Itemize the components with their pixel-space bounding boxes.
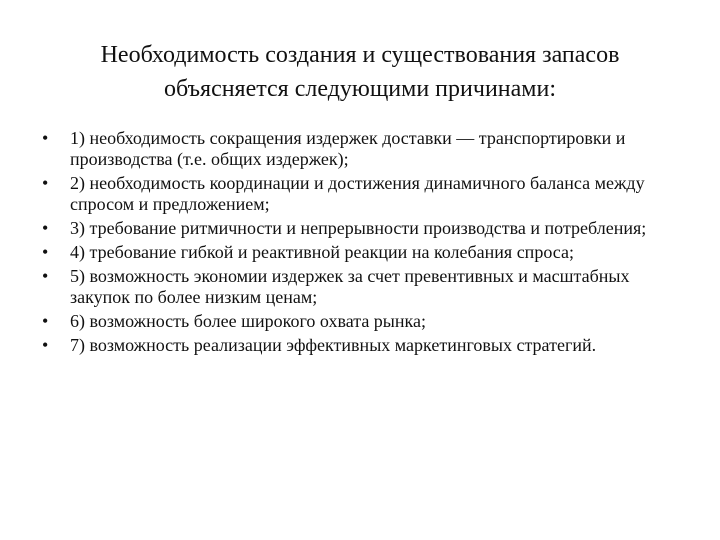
- bullet-icon: •: [42, 335, 49, 355]
- list-item-text: 1) необходимость сокращения издержек доставки — транспортировки и производства (т.е. общих издержек);: [70, 128, 626, 169]
- list-item-text: 5) возможность экономии издержек за счет превентивных и масштабных закупок по более низким ценам;: [70, 266, 630, 307]
- list-item: [42, 242, 682, 263]
- list-item-text: 4) требование гибкой и реактивной реакции на колебания спроса;: [70, 242, 574, 262]
- list-item: [42, 128, 682, 170]
- bullet-icon: •: [42, 218, 49, 238]
- bullet-icon: •: [42, 173, 49, 193]
- bullet-icon: •: [42, 242, 49, 262]
- title-line-2: объясняется следующими причинами:: [164, 76, 556, 102]
- bullet-icon: •: [42, 128, 49, 148]
- list-item: [42, 266, 682, 308]
- list-item: [42, 218, 682, 239]
- title-line-1: Необходимость создания и существования запасов: [100, 42, 620, 68]
- list-item: [42, 335, 682, 356]
- list-item-text: 7) возможность реализации эффективных маркетинговых стратегий.: [70, 335, 597, 355]
- slide-title: [40, 38, 680, 106]
- list-item: [42, 311, 682, 332]
- bullet-icon: •: [42, 266, 49, 286]
- bullet-icon: •: [42, 311, 49, 331]
- reasons-list: [42, 128, 682, 359]
- list-item-text: 2) необходимость координации и достижения динамичного баланса между спросом и предложением;: [70, 173, 645, 214]
- list-item-text: 3) требование ритмичности и непрерывности производства и потребления;: [70, 218, 647, 238]
- list-item-text: 6) возможность более широкого охвата рынка;: [70, 311, 426, 331]
- list-item: [42, 173, 682, 215]
